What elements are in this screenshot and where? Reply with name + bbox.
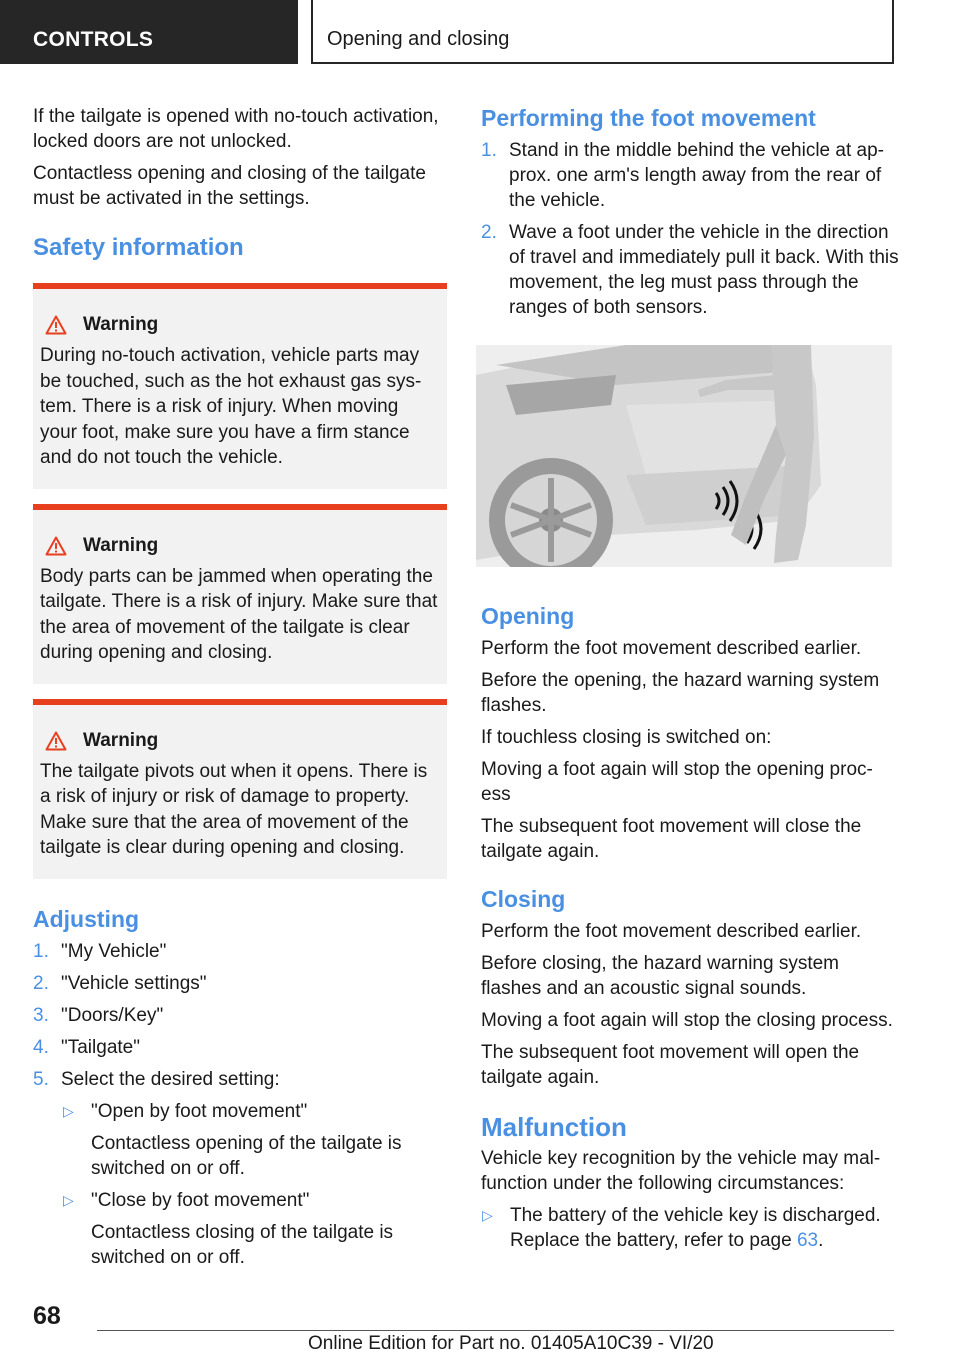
edition-note: Online Edition for Part no. 01405A10C39 - VI/20 — [308, 1333, 714, 1354]
page-number: 68 — [33, 1302, 61, 1330]
intro-paragraph: If the tailgate is opened with no-touch activation, locked doors are not unlocked. — [33, 106, 439, 152]
chapter-title: Opening and closing — [327, 28, 510, 50]
option-description: Contactless closing of the tailgate is switched on or off. — [91, 1221, 394, 1268]
triangle-bullet-icon: ▷ — [482, 1207, 493, 1223]
warning-title: Warning — [83, 729, 159, 751]
section-tab — [0, 0, 298, 64]
malfunction-text: The battery of the vehicle key is discharged. Replace the battery, refer to page — [510, 1205, 881, 1251]
closing-paragraph: Before closing, the hazard warning system flashes and an acoustic signal sounds. — [481, 953, 840, 999]
malfunction-list — [481, 1203, 901, 1253]
warning-triangle-icon — [45, 315, 67, 335]
triangle-bullet-icon: ▷ — [63, 1191, 74, 1208]
option-label: "Open by foot movement" — [91, 1100, 308, 1122]
option-description: Contactless opening of the tailgate is switched on or off. — [91, 1132, 402, 1179]
list-item: 4. "Tailgate" — [33, 1036, 140, 1058]
list-item: 3. "Doors/Key" — [33, 1004, 164, 1026]
warning-box — [33, 283, 447, 489]
malfunction-intro: Vehicle key recognition by the vehicle may mal-function under the following circumstances: — [481, 1148, 881, 1194]
warning-text: The tailgate pivots out when it opens. There is a risk of injury or risk of damage to property. Make sure that the area of movement of the tailgate is clear during opening and closing. — [40, 760, 428, 858]
warning-triangle-icon — [45, 731, 67, 751]
warning-triangle-icon — [45, 536, 67, 556]
right-column — [481, 104, 901, 1260]
section-title: CONTROLS — [33, 28, 154, 51]
opening-paragraph: Perform the foot movement described earlier. — [481, 638, 862, 659]
list-item: 2. Wave a foot under the vehicle in the direction of travel and immediately pull it back. With this movement, the leg must pass through the ranges of both sensors. — [481, 222, 899, 318]
foot-movement-steps — [481, 138, 901, 320]
safety-heading: Safety information — [33, 234, 244, 261]
list-item: ▷ The battery of the vehicle key is discharged. Replace the battery, refer to page 63. — [482, 1205, 881, 1251]
adjusting-steps — [33, 939, 447, 1092]
list-item: 1. Stand in the middle behind the vehicle at ap-prox. one arm's length away from the rear of the vehicle. — [481, 140, 884, 211]
warning-title: Warning — [83, 534, 159, 556]
left-column — [33, 104, 447, 1277]
warning-box — [33, 699, 447, 879]
footer-divider — [97, 1330, 894, 1331]
closing-heading: Closing — [481, 886, 566, 912]
list-item — [62, 1188, 447, 1270]
chapter-tab — [311, 0, 894, 64]
intro-paragraph: Contactless opening and closing of the tailgate must be activated in the settings. — [33, 163, 426, 209]
warning-title: Warning — [83, 314, 159, 335]
list-item — [62, 1099, 447, 1181]
opening-paragraph: Before the opening, the hazard warning system flashes. — [481, 670, 880, 716]
setting-options — [62, 1099, 447, 1270]
warning-text: Body parts can be jammed when operating the tailgate. There is a risk of injury. Make sure that the area of movement of the tailgate is clear during opening and closing. — [40, 565, 438, 663]
opening-paragraph: If touchless closing is switched on: — [481, 727, 772, 748]
opening-paragraph: The subsequent foot movement will close the tailgate again. — [481, 816, 862, 862]
opening-paragraph: Moving a foot again will stop the opening proc-ess — [481, 759, 873, 805]
list-item: 2. "Vehicle settings" — [33, 972, 207, 994]
closing-paragraph: The subsequent foot movement will open the tailgate again. — [481, 1042, 860, 1088]
foot-movement-heading: Performing the foot movement — [481, 105, 816, 131]
opening-heading: Opening — [481, 603, 575, 629]
closing-paragraph: Moving a foot again will stop the closing process. — [481, 1010, 893, 1031]
list-item: 5. Select the desired setting: — [33, 1068, 280, 1090]
warning-box — [33, 504, 447, 684]
foot-movement-illustration — [476, 345, 892, 567]
option-label: "Close by foot movement" — [91, 1189, 310, 1211]
triangle-bullet-icon: ▷ — [63, 1102, 74, 1119]
closing-paragraph: Perform the foot movement described earlier. — [481, 921, 862, 942]
malfunction-heading: Malfunction — [481, 1112, 627, 1142]
list-item: 1. "My Vehicle" — [33, 940, 167, 962]
page-reference-link[interactable]: 63 — [796, 1230, 819, 1251]
adjusting-heading: Adjusting — [33, 905, 140, 932]
warning-text: During no-touch activation, vehicle parts may be touched, such as the hot exhaust gas sys-tem. There is a risk of injury. When moving your foot, make sure you have a firm stance and do not touch the vehicle. — [40, 345, 422, 468]
